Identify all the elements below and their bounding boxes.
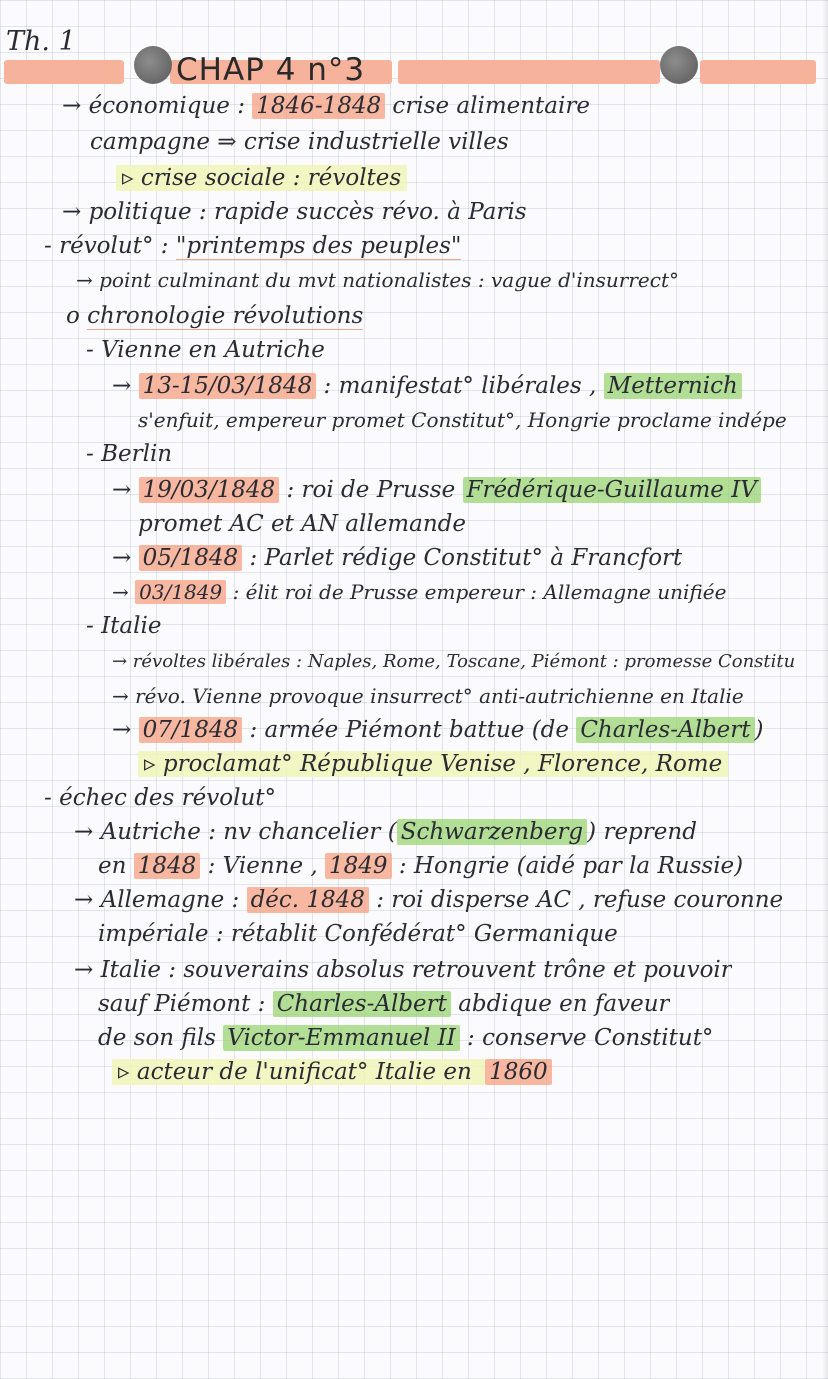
note-text: - révolut° : [44, 233, 176, 259]
note-line [74, 886, 783, 914]
note-text: crise alimentaire [385, 93, 590, 119]
note-line [138, 510, 466, 538]
note-line [74, 818, 697, 846]
note-line [112, 372, 742, 400]
page-title: CHAP 4 n°3 [176, 52, 366, 88]
note-text: o [66, 303, 88, 329]
note-text: → politique : rapide succès révo. à Paris [62, 199, 527, 225]
note-text: : Vienne , [200, 853, 326, 879]
date-highlight: 05/1848 [139, 545, 243, 571]
note-line [76, 266, 679, 294]
note-text: → Allemagne : [74, 887, 247, 913]
name-highlight: Victor-Emmanuel II [223, 1025, 460, 1051]
note-line [112, 682, 744, 710]
note-line [62, 198, 527, 226]
title-band-left [4, 60, 124, 84]
date-highlight: 1846-1848 [252, 93, 385, 119]
note-text: abdique en faveur [450, 991, 670, 1017]
note-text: → [112, 373, 139, 399]
note-line [44, 232, 461, 260]
note-line [98, 1024, 713, 1052]
name-highlight: Charles-Albert [576, 717, 754, 743]
note-text: → [112, 477, 139, 503]
note-text: → Autriche : nv chancelier ( [74, 819, 397, 845]
note-text: en [98, 853, 134, 879]
note-text: - Vienne en Autriche [86, 337, 325, 363]
note-text: : roi de Prusse [279, 477, 463, 503]
title-band-right-a [398, 60, 660, 84]
note-line [86, 336, 325, 364]
date-highlight: 1849 [325, 853, 392, 879]
note-line [86, 440, 172, 468]
note-text: → [112, 580, 136, 604]
note-text: → économique : [62, 93, 253, 119]
note-line [112, 716, 764, 744]
date-highlight: 1860 [485, 1059, 552, 1085]
note-text: sauf Piémont : [98, 991, 273, 1017]
note-text: promet AC et AN allemande [138, 511, 466, 537]
note-line [66, 302, 363, 330]
note-text: : roi disperse AC , refuse couronne [368, 887, 784, 913]
date-highlight: 1848 [134, 853, 201, 879]
note-text: s'enfuit, empereur promet Constitut°, Hongrie proclame indépe [138, 408, 787, 432]
note-line [112, 578, 726, 606]
binder-hole-left [134, 46, 172, 84]
underlined-heading: chronologie révolutions [87, 303, 363, 330]
date-highlight: 07/1848 [139, 717, 243, 743]
note-text: impériale : rétablit Confédérat° Germanique [98, 921, 618, 947]
consequence-highlight: ▹ proclamat° République Venise , Florence, Rome [138, 751, 728, 777]
note-text: : Parlet rédige Constitut° à Francfort [242, 545, 683, 571]
note-text: : conserve Constitut° [459, 1025, 714, 1051]
date-highlight: 03/1849 [135, 580, 226, 604]
note-line [138, 750, 728, 778]
note-text: → Italie : souverains absolus retrouvent trône et pouvoir [74, 957, 732, 983]
title-band-right-b [700, 60, 816, 84]
note-text: - échec des révolut° [44, 785, 276, 811]
note-text: : Hongrie (aidé par la Russie) [391, 853, 744, 879]
note-text: de son fils [98, 1025, 224, 1051]
note-line [90, 128, 509, 156]
note-text: → révo. Vienne provoque insurrect° anti-autrichienne en Italie [112, 684, 744, 708]
note-line [112, 476, 761, 504]
consequence-highlight: ▹ acteur de l'unificat° Italie en [112, 1059, 485, 1085]
note-text: → [112, 545, 139, 571]
binder-hole-right [660, 46, 698, 84]
note-line [62, 92, 590, 120]
note-text: ) [754, 717, 764, 743]
name-highlight: Charles-Albert [273, 991, 451, 1017]
note-text: : élit roi de Prusse empereur : Allemagne unifiée [226, 580, 727, 604]
note-text: → point culminant du mvt nationalistes : vague d'insurrect° [76, 268, 679, 292]
note-line [44, 784, 276, 812]
date-highlight: déc. 1848 [247, 887, 369, 913]
note-line [98, 852, 743, 880]
note-text: → [112, 717, 139, 743]
note-text: → révoltes libérales : Naples, Rome, Toscane, Piémont : promesse Constitu [112, 651, 796, 672]
note-line [98, 990, 670, 1018]
page-edge-shadow [822, 0, 828, 1379]
note-line [112, 544, 682, 572]
note-text: campagne ⇒ crise industrielle villes [90, 129, 509, 155]
note-line [138, 406, 787, 434]
note-line [112, 1058, 552, 1086]
date-highlight: 19/03/1848 [139, 477, 280, 503]
name-highlight: Metternich [604, 373, 742, 399]
note-line [86, 612, 161, 640]
name-highlight: Frédérique-Guillaume IV [463, 477, 761, 503]
date-highlight: 13-15/03/1848 [139, 373, 317, 399]
note-line [98, 920, 618, 948]
note-text: : armée Piémont battue (de [242, 717, 577, 743]
note-line [112, 648, 795, 676]
note-text: : manifestat° libérales , [316, 373, 604, 399]
consequence-highlight: ▹ crise sociale : révoltes [116, 165, 407, 191]
name-highlight: Schwarzenberg [397, 819, 587, 845]
note-text: ) reprend [587, 819, 697, 845]
note-text: - Italie [86, 613, 162, 639]
note-line [74, 956, 732, 984]
note-text: - Berlin [86, 441, 173, 467]
page-label: Th. 1 [6, 26, 76, 57]
note-line [116, 164, 407, 192]
underlined-heading: "printemps des peuples" [176, 233, 462, 260]
